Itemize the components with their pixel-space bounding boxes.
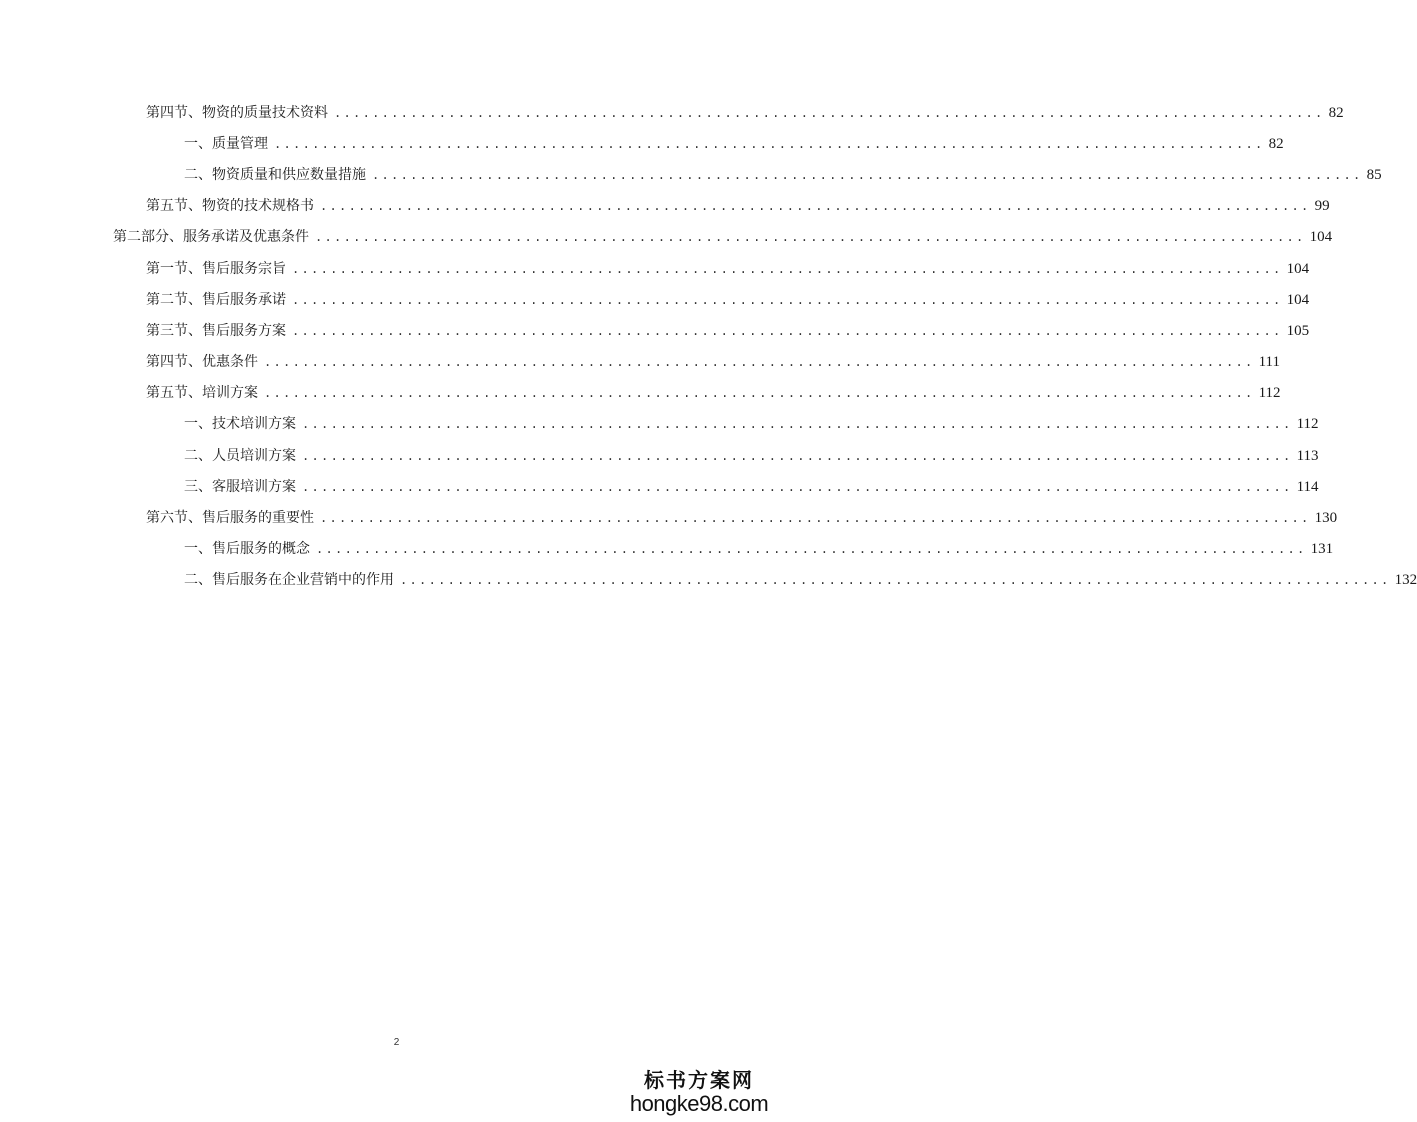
toc-entry-page: 99 (1314, 198, 1330, 215)
toc-entry[interactable] (184, 471, 1319, 502)
toc-entry[interactable] (146, 315, 1310, 346)
toc-entry[interactable] (146, 284, 1310, 315)
toc-entry-page: 104 (1286, 260, 1310, 277)
dot-leader: ........................................................................................................ (315, 230, 1306, 245)
dot-leader: ........................................................................................................ (334, 105, 1325, 120)
toc-entry-title: 一、技术培训方案 (184, 416, 296, 433)
toc-entry-page: 113 (1296, 447, 1319, 464)
toc-entry[interactable] (184, 534, 1334, 565)
toc-entry-page: 112 (1296, 416, 1319, 433)
toc-entry[interactable] (146, 502, 1338, 533)
toc-entry[interactable] (184, 440, 1319, 471)
toc-entry-title: 第二节、售后服务承诺 (146, 291, 286, 308)
toc-entry-title: 二、物资质量和供应数量措施 (184, 166, 366, 183)
toc-entry-page: 114 (1296, 478, 1319, 495)
toc-entry-title: 二、人员培训方案 (184, 447, 296, 464)
toc-entry-title: 二、售后服务在企业营销中的作用 (184, 572, 394, 589)
toc-entry-page: 82 (1268, 135, 1284, 152)
toc-entry-title: 第四节、物资的质量技术资料 (146, 104, 328, 121)
toc-entry-page: 104 (1309, 229, 1333, 246)
toc-entry-page: 132 (1394, 572, 1417, 589)
table-of-contents (0, 97, 1417, 596)
dot-leader: ........................................................................................................ (292, 261, 1283, 276)
toc-entry-title: 一、质量管理 (184, 135, 268, 152)
toc-entry[interactable] (184, 409, 1319, 440)
toc-entry-page: 130 (1314, 510, 1338, 527)
dot-leader: ........................................................................................................ (372, 167, 1363, 182)
dot-leader: ........................................................................................................ (302, 417, 1293, 432)
toc-entry[interactable] (184, 565, 1417, 596)
toc-entry-title: 第六节、售后服务的重要性 (146, 510, 314, 527)
toc-entry[interactable] (146, 347, 1280, 378)
toc-entry-title: 第一节、售后服务宗旨 (146, 260, 286, 277)
toc-entry[interactable] (146, 191, 1330, 222)
dot-leader: ........................................................................................................ (320, 199, 1311, 214)
dot-leader: ........................................................................................................ (400, 573, 1391, 588)
toc-entry-page: 104 (1286, 291, 1310, 308)
toc-entry-page: 85 (1366, 166, 1382, 183)
toc-entry-page: 112 (1258, 385, 1281, 402)
toc-entry[interactable] (184, 159, 1382, 190)
dot-leader: ........................................................................................................ (292, 292, 1283, 307)
dot-leader: ........................................................................................................ (292, 323, 1283, 338)
toc-entry-page: 111 (1258, 354, 1280, 371)
toc-entry-page: 105 (1286, 322, 1310, 339)
dot-leader: ........................................................................................................ (316, 542, 1307, 557)
dot-leader: ........................................................................................................ (264, 355, 1255, 370)
watermark-name: 标书方案网 (644, 1068, 754, 1092)
dot-leader: ........................................................................................................ (320, 511, 1311, 526)
toc-entry[interactable] (146, 378, 1281, 409)
toc-entry[interactable] (184, 128, 1284, 159)
watermark-logo (619, 1068, 779, 1116)
toc-entry-title: 一、售后服务的概念 (184, 541, 310, 558)
toc-entry-title: 第五节、培训方案 (146, 385, 258, 402)
dot-leader: ........................................................................................................ (302, 479, 1293, 494)
watermark-url: hongke98.com (629, 1091, 769, 1116)
toc-entry-title: 第二部分、服务承诺及优惠条件 (113, 229, 309, 246)
toc-entry-page: 82 (1328, 104, 1344, 121)
dot-leader: ........................................................................................................ (264, 386, 1255, 401)
toc-entry-title: 第五节、物资的技术规格书 (146, 198, 314, 215)
page-number: 2 (393, 1037, 400, 1048)
toc-entry[interactable] (146, 253, 1310, 284)
toc-entry-title: 第四节、优惠条件 (146, 354, 258, 371)
toc-entry[interactable] (113, 222, 1333, 253)
toc-entry-title: 三、客服培训方案 (184, 478, 296, 495)
dot-leader: ........................................................................................................ (274, 136, 1265, 151)
dot-leader: ........................................................................................................ (302, 448, 1293, 463)
toc-entry[interactable] (146, 97, 1344, 128)
toc-entry-title: 第三节、售后服务方案 (146, 322, 286, 339)
toc-entry-page: 131 (1310, 541, 1334, 558)
